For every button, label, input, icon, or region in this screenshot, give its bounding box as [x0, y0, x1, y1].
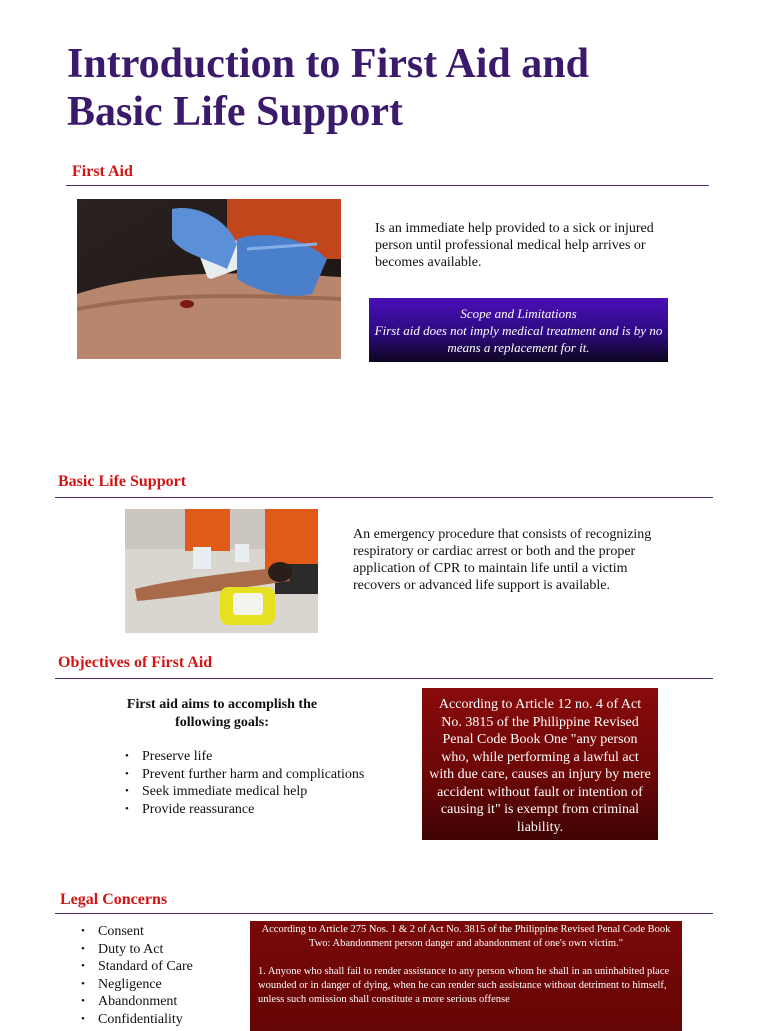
article-275-point: 1. Anyone who shall fail to render assistance to any person whom he shall in an uninhabited place wounded or in danger of dying, when he can render such assistance without detriment to himself, unless such omission shall constitute a more serious offense: [258, 966, 670, 1005]
article-275-intro: According to Article 275 Nos. 1 & 2 of Act No. 3815 of the Philippine Revised Penal Code Book Two: Abandonment person danger and abandonment of one's own victim.": [261, 924, 671, 949]
list-item: • Preserve life: [122, 748, 402, 766]
first-aid-heading: First Aid: [72, 163, 133, 180]
objectives-heading: Objectives of First Aid: [58, 654, 213, 671]
list-item: • Negligence: [78, 976, 243, 994]
bls-divider: [55, 497, 713, 498]
list-item: • Consent: [78, 923, 243, 941]
cpr-aed-photo: [125, 509, 318, 633]
article-12-box: According to Article 12 no. 4 of Act No. 3815 of the Philippine Revised Penal Code Book One "any person who, while performing a lawful act with due care, causes an injury by mere accident without fault or intention of causing it" is exempt from criminal liability.: [422, 688, 658, 840]
scope-limitations-box: [369, 298, 668, 362]
scope-title: Scope and Limitations: [460, 306, 577, 321]
legal-divider: [55, 913, 713, 914]
scope-text: First aid does not imply medical treatment and is by no means a replacement for it.: [374, 323, 663, 355]
list-item: • Abandonment: [78, 993, 243, 1011]
first-aid-divider: [66, 185, 709, 186]
bls-heading: Basic Life Support: [58, 473, 187, 490]
list-item: • Confidentiality: [78, 1011, 243, 1029]
legal-heading: Legal Concerns: [60, 891, 168, 908]
first-aid-definition: Is an immediate help provided to a sick or injured person until professional medical help arrives or becomes available.: [375, 221, 654, 270]
page-title: Introduction to First Aid and Basic Life Support: [67, 41, 589, 135]
list-item: • Seek immediate medical help: [122, 783, 402, 801]
list-item: • Prevent further harm and complications: [122, 766, 402, 784]
article-275-box: [250, 921, 682, 1031]
goals-list: [122, 748, 402, 818]
goals-heading: First aid aims to accomplish the following goals:: [126, 697, 318, 730]
list-item: • Duty to Act: [78, 941, 243, 959]
first-aid-bandaging-photo: [77, 199, 341, 359]
objectives-divider: [55, 678, 713, 679]
legal-concerns-list: [78, 923, 243, 1028]
list-item: • Provide reassurance: [122, 801, 402, 819]
list-item: • Standard of Care: [78, 958, 243, 976]
bls-definition: An emergency procedure that consists of recognizing respiratory or cardiac arrest or both and the proper application of CPR to maintain life until a victim recovers or advanced life support is available.: [353, 527, 652, 593]
